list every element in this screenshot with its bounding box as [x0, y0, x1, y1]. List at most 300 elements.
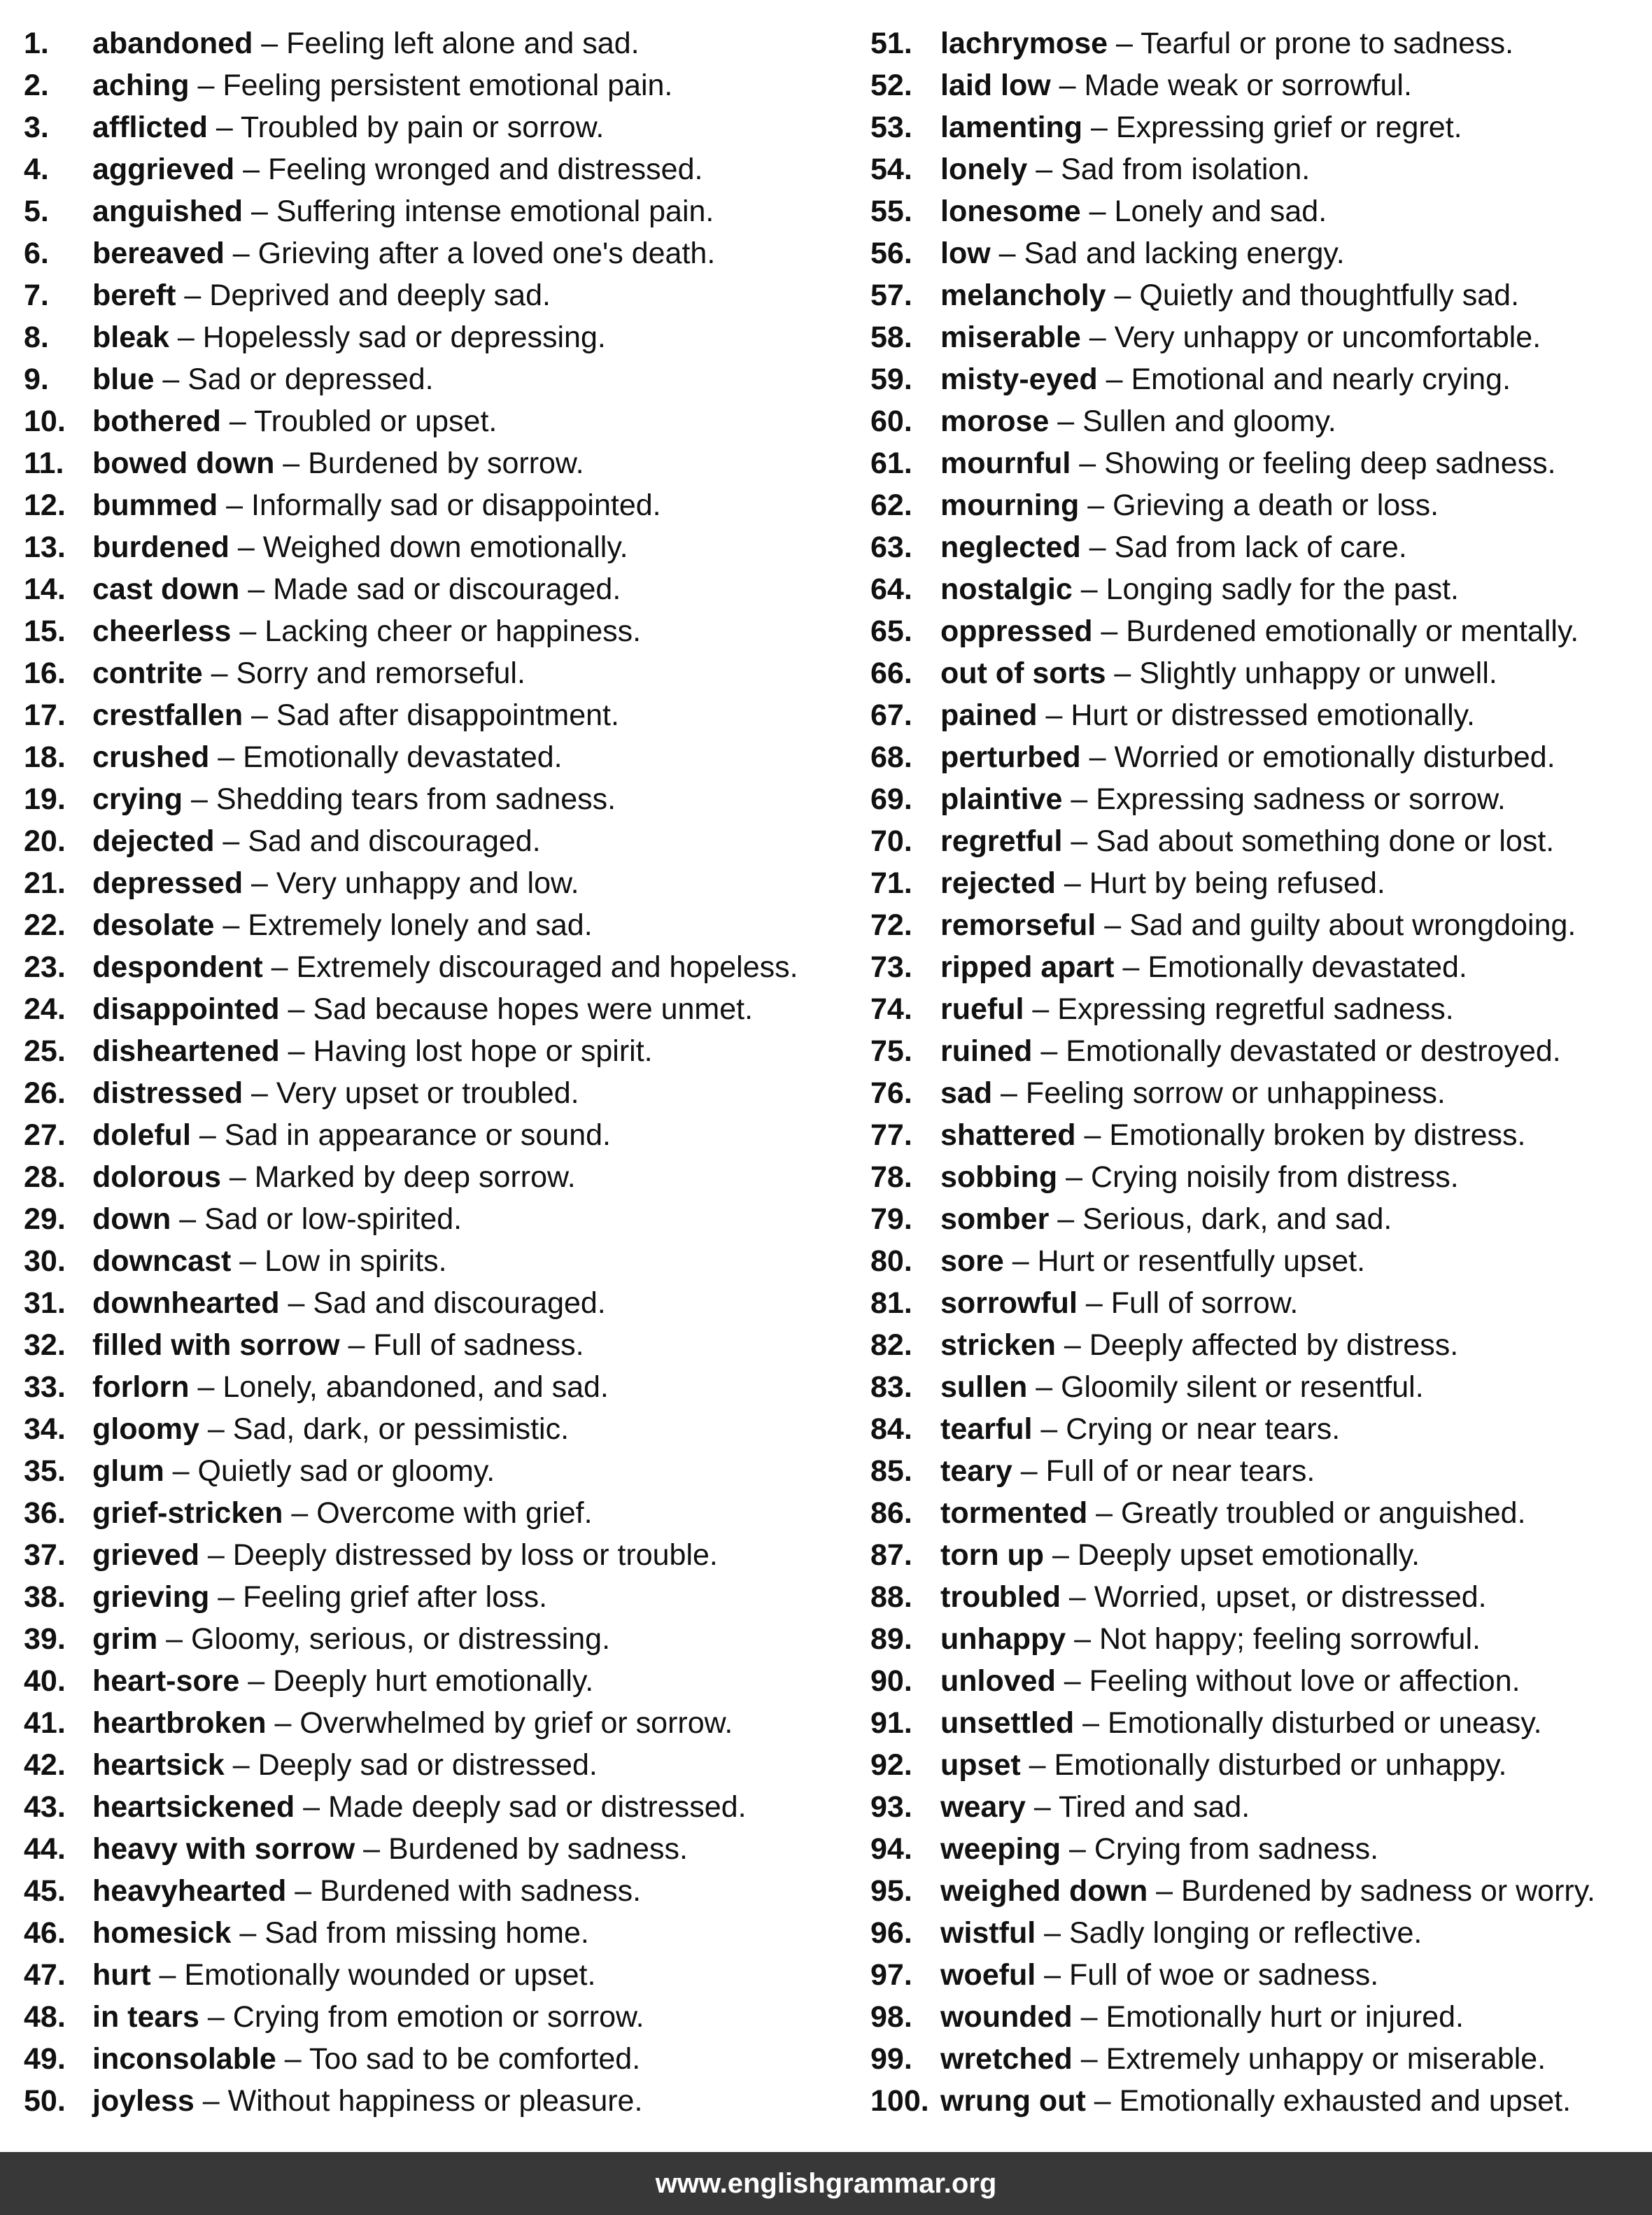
entry-separator: –	[214, 824, 248, 858]
entry-definition: Grieving after a loved one's death.	[257, 237, 716, 270]
entry-definition: Crying from emotion or sorrow.	[232, 2000, 644, 2034]
list-item	[870, 1660, 1640, 1702]
entry-separator: –	[1080, 195, 1115, 228]
entry-number: 93.	[870, 1790, 912, 1824]
entry-separator: –	[1087, 1496, 1122, 1530]
entry-number: 91.	[870, 1706, 912, 1740]
entry-term: homesick	[92, 1916, 232, 1950]
entry-term: heavy with sorrow	[92, 1832, 355, 1866]
entry-definition: Sad from isolation.	[1061, 153, 1311, 186]
entry-definition: Sadly longing or reflective.	[1068, 1916, 1422, 1950]
entry-separator: –	[231, 1244, 265, 1278]
list-item	[24, 1030, 856, 1072]
list-item	[24, 1366, 856, 1408]
list-item	[870, 64, 1640, 106]
entry-number: 12.	[24, 488, 66, 522]
entry-term: melancholy	[940, 279, 1106, 312]
entry-separator: –	[231, 614, 265, 648]
list-item	[870, 358, 1640, 400]
entry-separator: –	[1024, 992, 1058, 1026]
entry-term: tearful	[940, 1412, 1033, 1446]
entry-term: heart-sore	[92, 1664, 240, 1698]
entry-number: 3.	[24, 111, 49, 144]
entry-term: dolorous	[92, 1160, 221, 1194]
entry-number: 30.	[24, 1244, 66, 1278]
entry-number: 7.	[24, 279, 49, 312]
list-item	[24, 610, 856, 652]
word-list-column-left	[24, 22, 856, 2122]
entry-definition: Gloomily silent or resentful.	[1061, 1370, 1424, 1404]
entry-separator: –	[229, 530, 263, 564]
entry-term: tormented	[940, 1496, 1088, 1530]
entry-number: 71.	[870, 866, 912, 900]
entry-separator: –	[1055, 866, 1089, 900]
entry-definition: Troubled or upset.	[253, 405, 497, 438]
entry-term: filled with sorrow	[92, 1328, 340, 1362]
entry-number: 31.	[24, 1286, 66, 1320]
entry-definition: Sorry and remorseful.	[236, 656, 525, 690]
entry-number: 11.	[24, 446, 64, 480]
entry-separator: –	[1036, 1916, 1069, 1950]
entry-number: 74.	[870, 992, 912, 1026]
entry-separator: –	[150, 1958, 185, 1992]
entry-term: wounded	[940, 2000, 1073, 2034]
entry-number: 28.	[24, 1160, 66, 1194]
entry-number: 77.	[870, 1118, 912, 1152]
list-item	[870, 484, 1640, 526]
list-item	[24, 1156, 856, 1198]
entry-separator: –	[1062, 824, 1096, 858]
list-item	[24, 1618, 856, 1660]
entry-term: aggrieved	[92, 153, 235, 186]
list-item	[870, 610, 1640, 652]
entry-number: 50.	[24, 2084, 66, 2118]
entry-term: stricken	[940, 1328, 1056, 1362]
entry-definition: Gloomy, serious, or distressing.	[191, 1622, 611, 1656]
entry-number: 99.	[870, 2042, 912, 2076]
entry-number: 18.	[24, 740, 66, 774]
entry-separator: –	[279, 1286, 313, 1320]
entry-separator: –	[1060, 1580, 1094, 1614]
list-item	[870, 22, 1640, 64]
entry-term: sobbing	[940, 1160, 1058, 1194]
entry-number: 29.	[24, 1202, 66, 1236]
entry-term: unhappy	[940, 1622, 1066, 1656]
entry-separator: –	[276, 2042, 309, 2076]
entry-separator: –	[1020, 1748, 1054, 1782]
entry-term: distressed	[92, 1076, 243, 1110]
entry-number: 72.	[870, 908, 912, 942]
entry-definition: Marked by deep sorrow.	[254, 1160, 576, 1194]
entry-separator: –	[209, 740, 243, 774]
list-item	[870, 1030, 1640, 1072]
entry-separator: –	[243, 698, 276, 732]
entry-definition: Burdened by sorrow.	[308, 446, 584, 480]
entry-definition: Full of sadness.	[373, 1328, 584, 1362]
entry-term: ripped apart	[940, 950, 1115, 984]
entry-term: down	[92, 1202, 171, 1236]
entry-number: 13.	[24, 530, 66, 564]
entry-term: doleful	[92, 1118, 191, 1152]
entry-term: downhearted	[92, 1286, 280, 1320]
entry-separator: –	[231, 1916, 265, 1950]
entry-term: bereaved	[92, 237, 225, 270]
list-item	[24, 652, 856, 694]
list-item	[24, 442, 856, 484]
list-item	[24, 1324, 856, 1366]
entry-number: 37.	[24, 1538, 66, 1572]
entry-definition: Sad and lacking energy.	[1024, 237, 1345, 270]
entry-separator: –	[1108, 27, 1141, 60]
entry-separator: –	[1036, 1958, 1069, 1992]
list-item	[24, 568, 856, 610]
list-item	[870, 1408, 1640, 1450]
list-item	[870, 1492, 1640, 1534]
entry-term: grief-stricken	[92, 1496, 283, 1530]
entry-number: 25.	[24, 1034, 66, 1068]
entry-definition: Tired and sad.	[1058, 1790, 1250, 1824]
entry-number: 35.	[24, 1454, 66, 1488]
entry-term: hurt	[92, 1958, 151, 1992]
footer-url: www.englishgrammar.org	[655, 2168, 997, 2199]
entry-term: dejected	[92, 824, 215, 858]
entry-definition: Made sad or discouraged.	[273, 572, 621, 606]
entry-number: 39.	[24, 1622, 66, 1656]
entry-separator: –	[1075, 1118, 1110, 1152]
entry-definition: Overcome with grief.	[316, 1496, 593, 1530]
list-item	[870, 1744, 1640, 1786]
entry-separator: –	[218, 488, 251, 522]
entry-separator: –	[220, 405, 254, 438]
entry-definition: Very unhappy and low.	[276, 866, 579, 900]
entry-separator: –	[243, 1076, 276, 1110]
list-item	[870, 1786, 1640, 1828]
list-item	[24, 1576, 856, 1618]
list-item	[870, 1702, 1640, 1744]
entry-definition: Low in spirits.	[264, 1244, 447, 1278]
entry-separator: –	[1072, 572, 1106, 606]
list-item	[24, 526, 856, 568]
entry-term: unsettled	[940, 1706, 1075, 1740]
entry-number: 14.	[24, 572, 66, 606]
list-item	[870, 778, 1640, 820]
entry-separator: –	[355, 1832, 388, 1866]
entry-definition: Hurt or resentfully upset.	[1037, 1244, 1366, 1278]
entry-term: heartsick	[92, 1748, 225, 1782]
entry-term: oppressed	[940, 614, 1093, 648]
entry-number: 69.	[870, 782, 912, 816]
entry-term: despondent	[92, 950, 263, 984]
entry-term: sorrowful	[940, 1286, 1078, 1320]
list-item	[870, 1114, 1640, 1156]
entry-definition: Full of or near tears.	[1045, 1454, 1315, 1488]
list-item	[24, 64, 856, 106]
entry-definition: Feeling without love or affection.	[1089, 1664, 1520, 1698]
entry-term: upset	[940, 1748, 1021, 1782]
entry-number: 34.	[24, 1412, 66, 1446]
entry-definition: Sad and discouraged.	[313, 1286, 606, 1320]
entry-number: 46.	[24, 1916, 66, 1950]
entry-definition: Sad and discouraged.	[248, 824, 541, 858]
entry-separator: –	[199, 1412, 233, 1446]
entry-term: bothered	[92, 405, 221, 438]
entry-definition: Showing or feeling deep sadness.	[1104, 446, 1556, 480]
entry-number: 80.	[870, 1244, 912, 1278]
entry-separator: –	[1072, 2000, 1106, 2034]
entry-term: heartbroken	[92, 1706, 267, 1740]
entry-separator: –	[1049, 1202, 1083, 1236]
entry-number: 68.	[870, 740, 912, 774]
entry-term: crying	[92, 782, 183, 816]
list-item	[24, 1996, 856, 2038]
entry-separator: –	[1066, 1622, 1099, 1656]
entry-separator: –	[1032, 1034, 1066, 1068]
list-item	[870, 652, 1640, 694]
entry-term: neglected	[940, 530, 1081, 564]
entry-number: 23.	[24, 950, 66, 984]
entry-number: 96.	[870, 1916, 912, 1950]
entry-term: unloved	[940, 1664, 1056, 1698]
entry-term: miserable	[940, 321, 1081, 354]
list-item	[870, 2080, 1640, 2122]
entry-definition: Feeling persistent emotional pain.	[223, 69, 673, 102]
entry-term: blue	[92, 363, 155, 396]
entry-term: burdened	[92, 530, 230, 564]
entry-separator: –	[224, 1748, 258, 1782]
entry-number: 100.	[870, 2084, 929, 2118]
entry-separator: –	[990, 237, 1024, 270]
entry-definition: Deeply hurt emotionally.	[273, 1664, 594, 1698]
entry-definition: Emotional and nearly crying.	[1131, 363, 1511, 396]
entry-definition: Suffering intense emotional pain.	[276, 195, 714, 228]
entry-number: 41.	[24, 1706, 66, 1740]
entry-definition: Feeling wronged and distressed.	[267, 153, 703, 186]
entry-definition: Without happiness or pleasure.	[227, 2084, 643, 2118]
entry-separator: –	[169, 321, 203, 354]
entry-definition: Longing sadly for the past.	[1106, 572, 1459, 606]
entry-separator: –	[234, 153, 268, 186]
list-item	[24, 736, 856, 778]
entry-term: plaintive	[940, 782, 1063, 816]
entry-separator: –	[1055, 1664, 1089, 1698]
entry-term: anguished	[92, 195, 243, 228]
list-item	[24, 2080, 856, 2122]
list-item	[870, 1912, 1640, 1954]
entry-term: joyless	[92, 2084, 195, 2118]
list-item	[24, 316, 856, 358]
list-item	[870, 1618, 1640, 1660]
entry-number: 33.	[24, 1370, 66, 1404]
entry-term: weary	[940, 1790, 1026, 1824]
list-item	[24, 1912, 856, 1954]
entry-number: 83.	[870, 1370, 912, 1404]
entry-number: 56.	[870, 237, 912, 270]
entry-separator: –	[1071, 446, 1105, 480]
entry-term: lonesome	[940, 195, 1081, 228]
entry-term: low	[940, 237, 991, 270]
entry-number: 79.	[870, 1202, 912, 1236]
list-item	[870, 442, 1640, 484]
list-item	[870, 1996, 1640, 2038]
entry-number: 54.	[870, 153, 912, 186]
entry-definition: Burdened with sadness.	[320, 1874, 642, 1908]
entry-separator: –	[1097, 363, 1131, 396]
entry-separator: –	[239, 1664, 274, 1698]
entry-definition: Hopelessly sad or depressing.	[202, 321, 606, 354]
entry-separator: –	[199, 2000, 233, 2034]
entry-number: 97.	[870, 1958, 912, 1992]
entry-definition: Sad or low-spirited.	[204, 1202, 463, 1236]
entry-number: 57.	[870, 279, 912, 312]
entry-number: 32.	[24, 1328, 66, 1362]
entry-definition: Emotionally wounded or upset.	[184, 1958, 596, 1992]
entry-definition: Sad from lack of care.	[1114, 530, 1407, 564]
entry-number: 43.	[24, 1790, 66, 1824]
entry-term: cheerless	[92, 614, 232, 648]
entry-term: somber	[940, 1202, 1050, 1236]
list-item	[870, 274, 1640, 316]
list-item	[870, 568, 1640, 610]
entry-term: forlorn	[92, 1370, 190, 1404]
list-item	[24, 190, 856, 232]
entry-definition: Weighed down emotionally.	[262, 530, 628, 564]
entry-separator: –	[157, 1622, 191, 1656]
entry-separator: –	[189, 69, 223, 102]
entry-definition: Feeling sorrow or unhappiness.	[1025, 1076, 1446, 1110]
list-item	[870, 1198, 1640, 1240]
entry-definition: Sad from missing home.	[264, 1916, 589, 1950]
list-item	[24, 232, 856, 274]
entry-definition: Sad and guilty about wrongdoing.	[1129, 908, 1576, 942]
entry-number: 53.	[870, 111, 912, 144]
entry-number: 47.	[24, 1958, 66, 1992]
list-item	[870, 232, 1640, 274]
entry-definition: Quietly and thoughtfully sad.	[1139, 279, 1520, 312]
entry-term: heavyhearted	[92, 1874, 287, 1908]
entry-separator: –	[207, 111, 241, 144]
entry-term: wrung out	[940, 2084, 1086, 2118]
entry-definition: Emotionally exhausted and upset.	[1119, 2084, 1572, 2118]
entry-number: 55.	[870, 195, 912, 228]
entry-definition: Deprived and deeply sad.	[209, 279, 551, 312]
entry-number: 78.	[870, 1160, 912, 1194]
list-item	[870, 1366, 1640, 1408]
entry-separator: –	[1049, 405, 1083, 438]
entry-definition: Deeply affected by distress.	[1089, 1328, 1459, 1362]
entry-definition: Tearful or prone to sadness.	[1141, 27, 1514, 60]
entry-definition: Sad or depressed.	[188, 363, 434, 396]
list-item	[24, 1744, 856, 1786]
entry-number: 61.	[870, 446, 912, 480]
entry-separator: –	[1148, 1874, 1182, 1908]
entry-separator: –	[224, 237, 258, 270]
entry-term: contrite	[92, 656, 203, 690]
entry-number: 88.	[870, 1580, 912, 1614]
entry-definition: Overwhelmed by grief or sorrow.	[299, 1706, 733, 1740]
entry-number: 19.	[24, 782, 66, 816]
entry-definition: Informally sad or disappointed.	[251, 488, 661, 522]
entry-separator: –	[1003, 1244, 1038, 1278]
entry-definition: Extremely lonely and sad.	[248, 908, 593, 942]
entry-definition: Extremely unhappy or miserable.	[1106, 2042, 1546, 2076]
entry-separator: –	[279, 992, 313, 1026]
entry-term: woeful	[940, 1958, 1036, 1992]
entry-definition: Sad about something done or lost.	[1096, 824, 1555, 858]
entry-separator: –	[202, 656, 236, 690]
footer-bar	[0, 2152, 1652, 2215]
entry-definition: Sad because hopes were unmet.	[313, 992, 754, 1026]
entry-number: 52.	[870, 69, 912, 102]
entry-term: ruined	[940, 1034, 1033, 1068]
entry-number: 81.	[870, 1286, 912, 1320]
entry-definition: Made weak or sorrowful.	[1084, 69, 1412, 102]
entry-separator: –	[339, 1328, 374, 1362]
entry-definition: Extremely discouraged and hopeless.	[296, 950, 798, 984]
entry-term: cast down	[92, 572, 240, 606]
list-item	[870, 316, 1640, 358]
entry-separator: –	[1027, 153, 1061, 186]
entry-definition: Feeling left alone and sad.	[286, 27, 640, 60]
entry-separator: –	[1044, 1538, 1078, 1572]
entry-term: mournful	[940, 446, 1071, 480]
entry-term: sad	[940, 1076, 993, 1110]
entry-number: 1.	[24, 27, 49, 60]
entry-separator: –	[1082, 111, 1116, 144]
entry-definition: Serious, dark, and sad.	[1082, 1202, 1392, 1236]
entry-number: 86.	[870, 1496, 912, 1530]
entry-number: 63.	[870, 530, 912, 564]
entry-term: sore	[940, 1244, 1004, 1278]
entry-number: 48.	[24, 2000, 66, 2034]
entry-definition: Lonely and sad.	[1114, 195, 1327, 228]
entry-definition: Crying from sadness.	[1094, 1832, 1379, 1866]
entry-term: lamenting	[940, 111, 1083, 144]
entry-definition: Deeply distressed by loss or trouble.	[232, 1538, 718, 1572]
list-item	[24, 22, 856, 64]
list-item	[24, 1660, 856, 1702]
entry-separator: –	[1062, 782, 1096, 816]
list-item	[24, 862, 856, 904]
entry-separator: –	[1096, 908, 1130, 942]
list-item	[870, 988, 1640, 1030]
entry-number: 89.	[870, 1622, 912, 1656]
list-item	[24, 1240, 856, 1282]
entry-separator: –	[1061, 1832, 1094, 1866]
entry-number: 2.	[24, 69, 49, 102]
entry-separator: –	[199, 1538, 233, 1572]
entry-definition: Sad after disappointment.	[276, 698, 619, 732]
list-item	[870, 1324, 1640, 1366]
entry-separator: –	[295, 1790, 329, 1824]
entry-term: lachrymose	[940, 27, 1108, 60]
entry-separator: –	[164, 1454, 198, 1488]
entry-term: weeping	[940, 1832, 1061, 1866]
entry-number: 9.	[24, 363, 49, 396]
entry-number: 70.	[870, 824, 912, 858]
entry-number: 44.	[24, 1832, 66, 1866]
entry-definition: Expressing regretful sadness.	[1057, 992, 1454, 1026]
entry-definition: Emotionally disturbed or unhappy.	[1054, 1748, 1507, 1782]
entry-number: 17.	[24, 698, 66, 732]
entry-definition: Feeling grief after loss.	[243, 1580, 548, 1614]
entry-number: 65.	[870, 614, 912, 648]
entry-term: downcast	[92, 1244, 232, 1278]
list-item	[870, 694, 1640, 736]
list-item	[24, 1282, 856, 1324]
entry-term: shattered	[940, 1118, 1076, 1152]
entry-definition: Very upset or troubled.	[276, 1076, 579, 1110]
list-item	[24, 1702, 856, 1744]
